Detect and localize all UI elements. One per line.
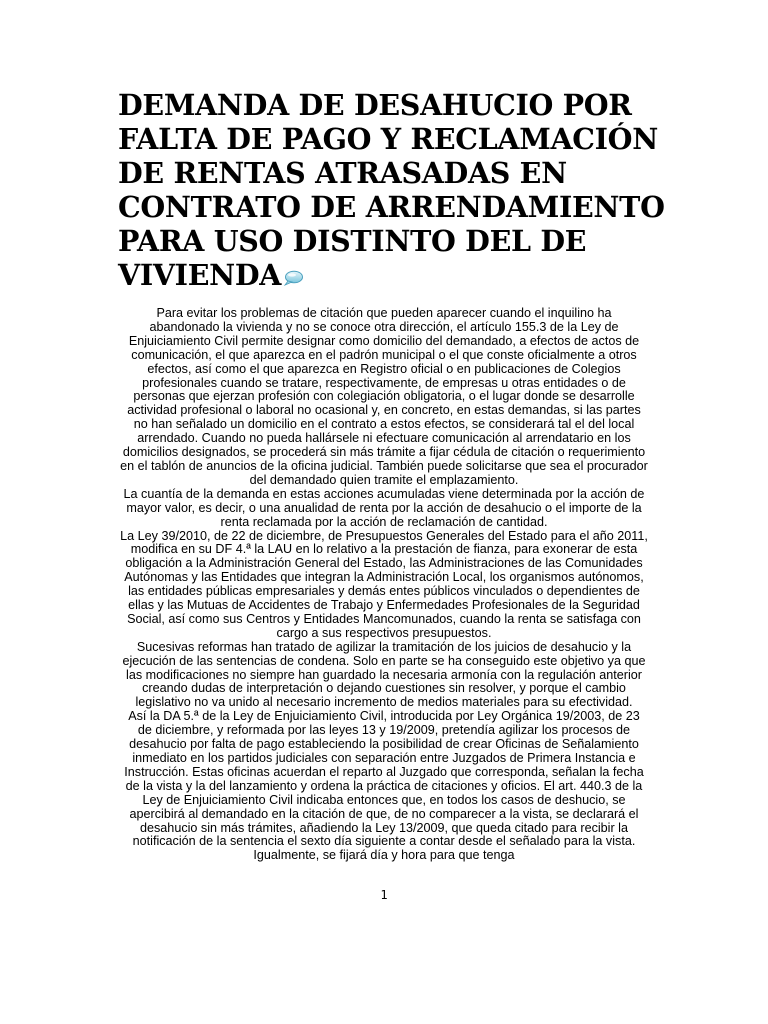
title-line: DE RENTAS ATRASADAS EN [118,156,567,190]
body-paragraph: Así la DA 5.ª de la Ley de Enjuiciamiento Civil, introducida por Ley Orgánica 19/2003, de 23 de diciembre, y reformada por las leyes 13 y 19/2009, pretendía agilizar los procesos de desahucio por falta de pago estableciendo la posibilidad de crear Oficinas de Señalamiento inmediato en los partidos judiciales con separación entre Juzgados de Primera Instancia e Instrucción. Estas oficinas acuerdan el reparto al Juzgado que corresponda, señalan la fecha de la vista y la del lanzamiento y ordena la práctica de citaciones y oficios. El art. 440.3 de la Ley de Enjuiciamiento Civil indicaba entonces que, en todos los casos de deshucio, se apercibirá al demandado en la citación de que, de no comparecer a la vista, se declarará el desahucio sin más trámites, añadiendo la Ley 13/2009, que queda citado para recibir la notificación de la sentencia el sexto día siguiente a contar desde el señalado para la vista. Igualmente, se fijará día y hora para que tenga [124,709,644,863]
body-paragraph: Para evitar los problemas de citación que pueden aparecer cuando el inquilino ha abandonado la vivienda y no se conoce otra dirección, el artículo 155.3 de la Ley de Enjuiciamiento Civil permite designar como domicilio del demandado, a efectos de actos de comunicación, el que aparezca en el padrón municipal o el que conste oficialmente a otros efectos, así como el que aparezca en Registro oficial o en publicaciones de Colegios profesionales cuando se tratare, respectivamente, de empresas u otras entidades o de personas que ejerzan profesión con colegiación obligatoria, o el lugar donde se desarrolle actividad profesional o laboral no ocasional y, en concreto, en estas demandas, si las partes no han señalado un domicilio en el contrato a estos efectos, se considerará tal el del local arrendado. Cuando no pueda hallársele ni efectuare comunicación al arrendatario en los domicilios designados, se procederá sin más trámite a fijar cédula de citación o requerimiento en el tablón de anuncios de la oficina judicial. También puede solicitarse que sea el procurador del demandado quien tramite el emplazamiento. [120,306,648,487]
title-line: CONTRATO DE ARRENDAMIENTO [118,190,665,224]
page-number: 1 [380,888,388,902]
body-paragraph: La cuantía de la demanda en estas acciones acumuladas viene determinada por la acción de mayor valor, es decir, o una anualidad de renta por la acción de desahucio o el importe de la renta reclamada por la acción de reclamación de cantidad. [123,486,645,529]
speech-bubble-icon[interactable] [282,259,304,275]
body-paragraph: Sucesivas reformas han tratado de agilizar la tramitación de los juicios de desahucio y la ejecución de las sentencias de condena. Solo en parte se ha conseguido este objetivo ya que las modificaciones no siempre han guardado la necesaria armonía con la regulación anterior creando dudas de interpretación o dejando cuestiones sin resolver, y porque el cambio legislativo no va unido al necesario incremento de medios materiales para su efectividad. [122,639,646,710]
title-line-last [118,258,678,292]
title-line-text: VIVIENDA [118,258,282,292]
document-body [120,307,648,863]
title-line: DEMANDA DE DESAHUCIO POR [118,88,632,122]
document-title [118,88,678,292]
title-line: PARA USO DISTINTO DEL DE [118,224,587,258]
title-line: FALTA DE PAGO Y RECLAMACIÓN [118,122,658,156]
body-paragraph: La Ley 39/2010, de 22 de diciembre, de Presupuestos Generales del Estado para el año 2011, modifica en su DF 4.ª la LAU en lo relativo a la prestación de fianza, para exonerar de esta obligación a la Administración General del Estado, las Administraciones de las Comunidades Autónomas y las Entidades que integran la Administración Local, los organismos autónomos, las entidades públicas empresariales y demás entes públicos vinculados o dependientes de ellas y las Mutuas de Accidentes de Trabajo y Enfermedades Profesionales de la Seguridad Social, así como sus Centros y Entidades Mancomunados, cuando la renta se satisfaga con cargo a sus respectivos presupuestos. [120,528,648,640]
